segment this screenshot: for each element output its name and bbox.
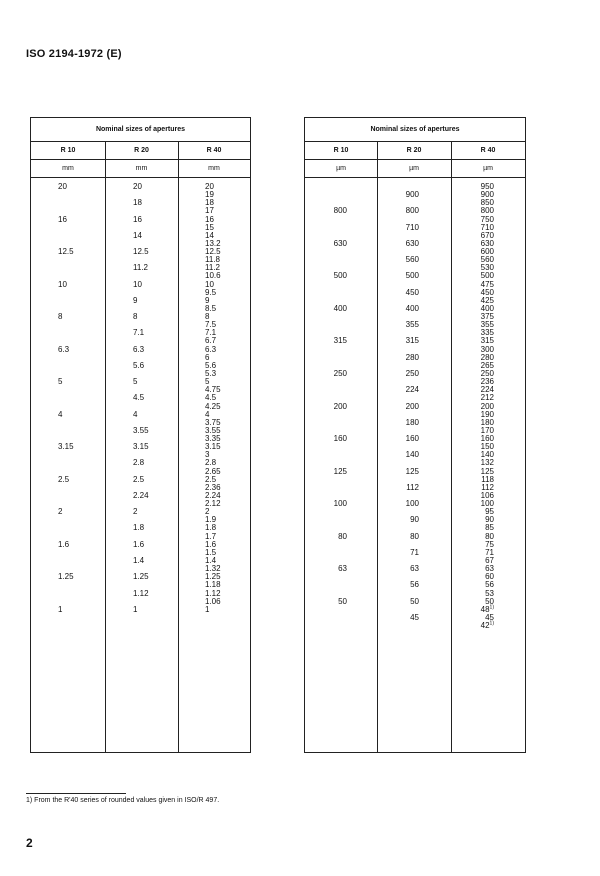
value-r20: 1.4 [133,555,145,565]
column-header-r20: R 20 [134,146,149,154]
value-r40: 475 [480,279,494,289]
value-r40: 670 [480,230,494,240]
value-r40: 18 [205,198,214,208]
value-r40: 7.5 [205,320,217,330]
value-r40: 400 [480,303,494,313]
value-r20: 160 [405,434,419,444]
value-r10: 400 [333,303,347,313]
value-r40: 80 [485,531,494,541]
unit-r20: mm [135,164,148,172]
value-r10: 250 [333,368,347,378]
value-r20: 200 [405,401,419,411]
value-r20: 800 [405,206,419,216]
value-r40: 9.5 [205,287,217,297]
value-r40: 3.55 [205,425,221,435]
value-r40: 10.6 [205,271,221,281]
value-r40: 900 [480,190,494,200]
value-r20: 6.3 [133,344,145,354]
value-r40: 125 [480,466,494,476]
value-r40: 710 [480,222,494,232]
value-r20: 2 [133,507,138,517]
value-r40: 11.8 [205,255,220,265]
value-r40: 2 [205,507,210,517]
value-r40: 3.35 [205,434,221,444]
footnote-mark: 1) [489,604,494,611]
value-r10: 200 [333,401,347,411]
value-r40: 17 [205,206,214,216]
value-r10: 1 [58,604,63,614]
value-r20: 3.15 [133,442,149,452]
value-r40: 16 [205,214,214,224]
value-r10: 50 [338,596,347,606]
value-r40: 1 [205,604,210,614]
value-r40: 106 [480,490,494,500]
value-r20: 2.24 [133,490,149,500]
value-r40: 3.75 [205,417,221,427]
column-header-row [305,141,525,160]
value-r20: 100 [405,499,419,509]
value-r40: 140 [480,450,494,460]
value-r40: 1.8 [205,523,217,533]
value-r40: 950 [480,182,494,191]
value-r40: 7.1 [205,328,217,338]
value-r10: 800 [333,206,347,216]
value-r20: 1.6 [133,539,145,549]
value-r40: 8 [205,312,210,322]
value-r40: 4.25 [205,401,221,411]
value-r10: 315 [333,336,347,346]
unit-r10: µm [336,164,346,172]
value-r40: 224 [480,385,494,395]
value-r40: 1.7 [205,531,217,541]
value-r10: 6.3 [58,344,70,354]
footnote: 1) From the R'40 series of rounded values given in ISO/R 497. [26,797,220,804]
value-r20: 18 [133,198,142,208]
value-r40: 2.5 [205,474,217,484]
value-r40: 2.36 [205,482,221,492]
value-r40: 100 [480,499,494,509]
value-r20: 4.5 [133,393,145,403]
value-r10: 20 [58,182,67,191]
value-r20: 63 [410,564,419,574]
value-r20: 710 [405,222,419,232]
value-r40: 236 [480,377,494,387]
value-r40: 15 [205,222,214,232]
value-r40: 800 [480,206,494,216]
value-r40: 160 [480,434,494,444]
value-r20: 5.6 [133,360,145,370]
value-r40: 1.4 [205,555,217,565]
unit-r20: µm [409,164,419,172]
unit-r40: µm [483,164,493,172]
value-r40: 265 [480,360,494,370]
value-r20: 500 [405,271,419,281]
table-body [31,177,250,752]
value-r20: 400 [405,303,419,313]
table-title: Nominal sizes of apertures [31,118,250,142]
value-r40: 250 [480,368,494,378]
value-r40: 8.5 [205,303,217,313]
table-body [305,177,525,752]
value-r40: 19 [205,190,214,200]
value-r20: 900 [405,190,419,200]
column-header-r10: R 10 [60,146,76,154]
value-r40: 355 [480,320,494,330]
value-r10: 16 [58,214,67,224]
unit-r40: mm [208,164,220,172]
value-r20: 1.12 [133,588,149,598]
value-r20: 56 [410,580,419,590]
value-r40: 63 [485,564,494,574]
unit-r10: mm [62,164,74,172]
value-r40: 53 [485,588,494,598]
value-r40: 335 [480,328,494,338]
value-r10: 630 [333,238,347,248]
value-r40: 5 [205,377,210,387]
value-r40: 4.75 [205,385,221,395]
value-r10: 160 [333,434,347,444]
column-header-r40: R 40 [206,146,222,154]
value-r40: 9 [205,295,210,305]
table-apertures-mm [30,117,251,753]
value-r40: 750 [480,214,494,224]
value-r40: 1.18 [205,580,221,590]
value-r40: 2.12 [205,499,221,509]
value-r40: 1.32 [205,564,221,574]
value-r40: 180 [480,417,494,427]
value-r20: 80 [410,531,419,541]
value-r40: 450 [480,287,494,297]
units-row [305,159,525,178]
value-r40: 280 [480,352,494,362]
value-r40: 170 [480,425,494,435]
value-r20: 9 [133,295,138,305]
value-r40: 4 [205,409,210,419]
value-r20: 140 [405,450,419,460]
value-r20: 224 [405,385,419,395]
value-r40: 375 [480,312,494,322]
value-r40: 6.3 [205,344,217,354]
value-r20: 11.2 [133,263,148,273]
value-r40: 60 [485,572,494,582]
value-r20: 16 [133,214,142,224]
value-r10: 4 [58,409,63,419]
value-r20: 3.55 [133,425,149,435]
value-r40: 2.8 [205,458,217,468]
value-r10: 125 [333,466,347,476]
value-r20: 250 [405,368,419,378]
value-r40: 20 [205,182,214,191]
value-r20: 630 [405,238,419,248]
value-r40: 150 [480,442,494,452]
value-r20: 20 [133,182,142,191]
column-header-r10: R 10 [333,146,349,154]
value-r20: 450 [405,287,419,297]
value-r40: 630 [480,238,494,248]
value-r20: 71 [410,547,419,557]
value-r20: 180 [405,417,419,427]
page-number: 2 [26,836,33,850]
value-r10: 2 [58,507,63,517]
value-r40: 3.15 [205,442,221,452]
value-r10: 2.5 [58,474,70,484]
value-r20: 2.5 [133,474,145,484]
value-r40: 14 [205,230,214,240]
value-r10: 10 [58,279,67,289]
value-r10: 63 [338,564,347,574]
value-r40: 1.5 [205,547,217,557]
value-r40: 212 [480,393,494,403]
value-r40: 1.9 [205,515,217,525]
value-r20: 112 [406,482,419,492]
value-r40: 500 [480,271,494,281]
value-r20: 50 [410,596,419,606]
column-header-r40: R 40 [480,146,496,154]
value-r10: 500 [333,271,347,281]
value-r40: 560 [480,255,494,265]
value-r40: 45 [485,612,494,622]
value-r40: 132 [480,458,494,468]
value-r40: 300 [480,344,494,354]
value-r10: 8 [58,312,63,322]
value-r40: 75 [485,539,494,549]
value-r40: 90 [485,515,494,525]
value-r40: 1.12 [205,588,221,598]
value-r40: 1.06 [205,596,221,606]
value-r40: 48$^{1)}$ [480,604,494,614]
value-r40: 10 [205,279,214,289]
units-row [31,159,250,178]
value-r20: 8 [133,312,138,322]
value-r40: 6 [205,352,210,362]
value-r40: 112 [481,482,494,492]
value-r20: 7.1 [133,328,145,338]
value-r40: 600 [480,247,494,257]
value-r40: 5.3 [205,368,217,378]
value-r10: 1.25 [58,572,74,582]
footnote-rule [26,793,126,794]
value-r40: 5.6 [205,360,217,370]
value-r40: 2.65 [205,466,221,476]
value-r20: 90 [410,515,419,525]
value-r40: 95 [485,507,494,517]
value-r40: 425 [480,295,494,305]
value-r20: 12.5 [133,247,149,257]
value-r20: 10 [133,279,142,289]
value-r40: 71 [485,547,494,557]
value-r40: 1.6 [205,539,217,549]
value-r40: 6.7 [205,336,217,346]
value-r40: 12.5 [205,247,221,257]
value-r10: 80 [338,531,347,541]
value-r10: 5 [58,377,63,387]
value-r40: 42$^{1)}$ [480,620,494,631]
value-r40: 200 [480,401,494,411]
value-r20: 1.25 [133,572,149,582]
value-r40: 2.24 [205,490,221,500]
value-r40: 850 [480,198,494,208]
table-title: Nominal sizes of apertures [305,118,525,142]
footnote-mark: 1) [489,620,494,627]
value-r20: 14 [133,230,142,240]
value-r20: 2.8 [133,458,145,468]
value-r20: 5 [133,377,138,387]
value-r40: 4.5 [205,393,217,403]
value-r20: 125 [405,466,419,476]
value-r40: 50 [485,596,494,606]
value-r10: 100 [333,499,347,509]
value-r20: 560 [405,255,419,265]
value-r40: 85 [485,523,494,533]
column-header-r20: R 20 [406,146,422,154]
value-r10: 1.6 [58,539,70,549]
value-r40: 67 [485,555,494,565]
value-r40: 315 [480,336,494,346]
document-header: ISO 2194-1972 (E) [26,48,122,60]
value-r20: 45 [410,612,419,622]
value-r40: 13.2 [205,238,221,248]
value-r20: 280 [405,352,419,362]
value-r10: 12.5 [58,247,74,257]
value-r40: 118 [481,474,494,484]
value-r40: 11.2 [205,263,220,273]
value-r20: 355 [405,320,419,330]
value-r20: 4 [133,409,138,419]
value-r10: 3.15 [58,442,74,452]
value-r20: 1.8 [133,523,145,533]
value-r20: 1 [133,604,138,614]
value-r40: 530 [480,263,494,273]
value-r20: 315 [405,336,419,346]
value-r40: 3 [205,450,210,460]
value-r40: 1.25 [205,572,221,582]
value-r40: 56 [485,580,494,590]
value-r40: 190 [480,409,494,419]
column-header-row [31,141,250,160]
table-apertures-um [304,117,526,753]
